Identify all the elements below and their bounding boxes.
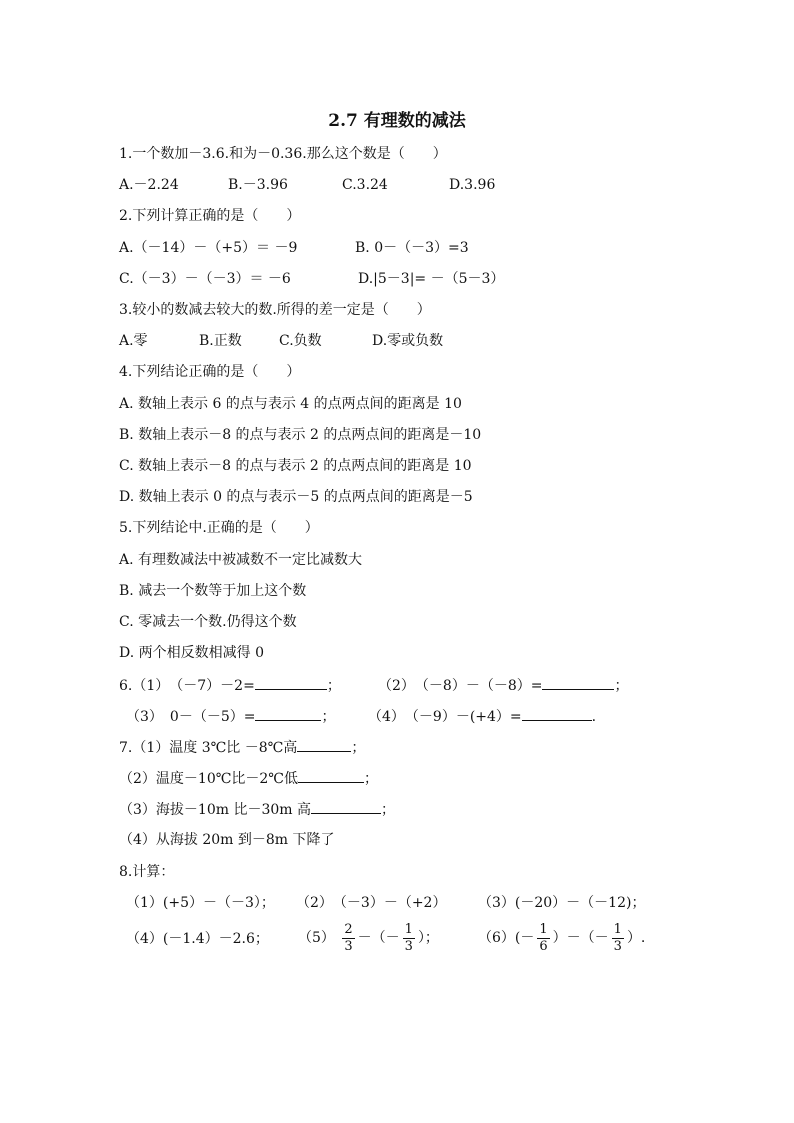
question-6-part-4-text: （4） （－9）－(+4）= — [368, 709, 522, 725]
question-6-part-3 — [126, 706, 335, 727]
question-5-option-c: C. 零减去一个数.仍得这个数 — [119, 614, 297, 630]
question-6-part-1-end: ； — [326, 678, 341, 694]
fraction — [403, 922, 415, 955]
question-1-option-a: A.－2.24 — [119, 177, 179, 193]
fraction-denominator: 6 — [539, 938, 548, 954]
page-title: 2.7 有理数的减法 — [328, 111, 466, 131]
question-7-part-1 — [119, 737, 365, 758]
fraction-numerator: 1 — [613, 921, 622, 937]
question-8-part-3: （3）(－20）－（－12)； — [478, 895, 646, 911]
question-6-part-2 — [378, 675, 628, 696]
question-7-part-1-end: ； — [351, 740, 366, 756]
question-8-part-5-mid: －（－ — [357, 930, 400, 946]
question-8-part-5 — [298, 918, 439, 958]
question-7-part-2-text: （2）温度－10℃比－2℃低 — [119, 771, 298, 787]
question-3-stem: 3.较小的数减去较大的数.所得的差一定是（ ） — [119, 302, 431, 318]
answer-blank[interactable] — [542, 675, 614, 690]
question-1-option-b: B.－3.96 — [228, 177, 288, 193]
answer-blank[interactable] — [255, 706, 321, 721]
question-8-part-6 — [478, 918, 645, 958]
question-8-part-4: （4）(－1.4）－2.6； — [126, 931, 269, 947]
question-8-part-5-end: ）； — [417, 930, 439, 946]
question-6-part-3-text: （3） 0－（－5）= — [126, 709, 256, 725]
fraction — [342, 922, 354, 955]
question-6-part-1 — [119, 675, 341, 696]
question-3-option-b: B.正数 — [199, 333, 242, 349]
question-2-stem: 2.下列计算正确的是（ ） — [119, 208, 301, 224]
fraction-denominator: 3 — [404, 938, 413, 954]
question-6-part-1-text: 6.（1） （－7）－2= — [119, 678, 255, 694]
question-7-part-3 — [119, 799, 395, 820]
question-7-part-2-end: ； — [363, 771, 378, 787]
question-4-option-a: A. 数轴上表示 6 的点与表示 4 的点两点间的距离是 10 — [119, 396, 462, 412]
fraction-denominator: 3 — [613, 938, 622, 954]
fraction — [537, 922, 549, 955]
question-1-option-c: C.3.24 — [342, 177, 388, 193]
question-3-option-a: A.零 — [119, 333, 148, 349]
question-8-part-2: （2） （－3）－（+2） — [296, 895, 447, 911]
fraction — [612, 922, 624, 955]
question-4-option-d: D. 数轴上表示 0 的点与表示－5 的点两点间的距离是－5 — [119, 489, 473, 505]
answer-blank[interactable] — [311, 799, 381, 814]
fraction-numerator: 1 — [404, 921, 413, 937]
question-3-option-d: D.零或负数 — [372, 333, 444, 349]
answer-blank[interactable] — [298, 768, 364, 783]
fraction-denominator: 3 — [344, 938, 353, 954]
question-7-part-1-text: 7.（1）温度 3℃比 －8℃高 — [119, 740, 298, 756]
question-7-part-3-end: ； — [381, 802, 395, 818]
question-6-part-3-end: ； — [321, 709, 336, 725]
question-4-option-c: C. 数轴上表示－8 的点与表示 2 的点两点间的距离是 10 — [119, 458, 472, 474]
question-5-option-a: A. 有理数减法中被减数不一定比减数大 — [119, 552, 363, 568]
question-8-stem: 8.计算： — [119, 864, 175, 880]
question-6-part-2-end: ； — [614, 678, 629, 694]
question-6-part-4 — [368, 706, 596, 727]
question-2-option-a: A.（－14）－（+5）＝ －9 — [119, 240, 298, 256]
answer-blank[interactable] — [255, 675, 327, 690]
question-7-part-2 — [119, 768, 378, 789]
question-8-part-6-mid: ）－（－ — [552, 930, 609, 946]
question-5-option-d: D. 两个相反数相减得 0 — [119, 645, 264, 661]
question-1-stem: 1.一个数加－3.6.和为－0.36.那么这个数是（ ） — [119, 146, 447, 162]
question-8-part-1: （1）(+5）－（－3）； — [126, 895, 275, 911]
question-1-option-d: D.3.96 — [449, 177, 496, 193]
question-4-stem: 4.下列结论正确的是（ ） — [119, 364, 301, 380]
fraction-numerator: 1 — [539, 921, 548, 937]
answer-blank[interactable] — [297, 737, 351, 752]
question-3-option-c: C.负数 — [279, 333, 322, 349]
question-4-option-b: B. 数轴上表示－8 的点与表示 2 的点两点间的距离是－10 — [119, 427, 482, 443]
question-6-part-2-text: （2） （－8）－（－8）= — [378, 678, 543, 694]
fraction-numerator: 2 — [344, 921, 353, 937]
question-8-part-6-label: （6）(－ — [478, 930, 535, 946]
question-5-stem: 5.下列结论中.正确的是（ ） — [119, 520, 319, 536]
question-2-option-b: B. 0－（－3）=3 — [355, 240, 469, 256]
question-7-part-3-text: （3）海拔－10m 比－30m 高 — [119, 802, 311, 818]
question-5-option-b: B. 减去一个数等于加上这个数 — [119, 583, 307, 599]
question-2-option-d: D.|5－3|= －（5－3） — [358, 271, 505, 287]
question-8-part-6-end: ）. — [626, 930, 646, 946]
question-2-option-c: C.（－3）－（－3）＝ －6 — [119, 271, 291, 287]
question-7-part-4: （4）从海拔 20m 到－8m 下降了 — [119, 832, 335, 848]
answer-blank[interactable] — [522, 706, 592, 721]
question-6-part-4-end: . — [591, 709, 597, 725]
question-8-part-5-label: （5） — [298, 930, 335, 946]
